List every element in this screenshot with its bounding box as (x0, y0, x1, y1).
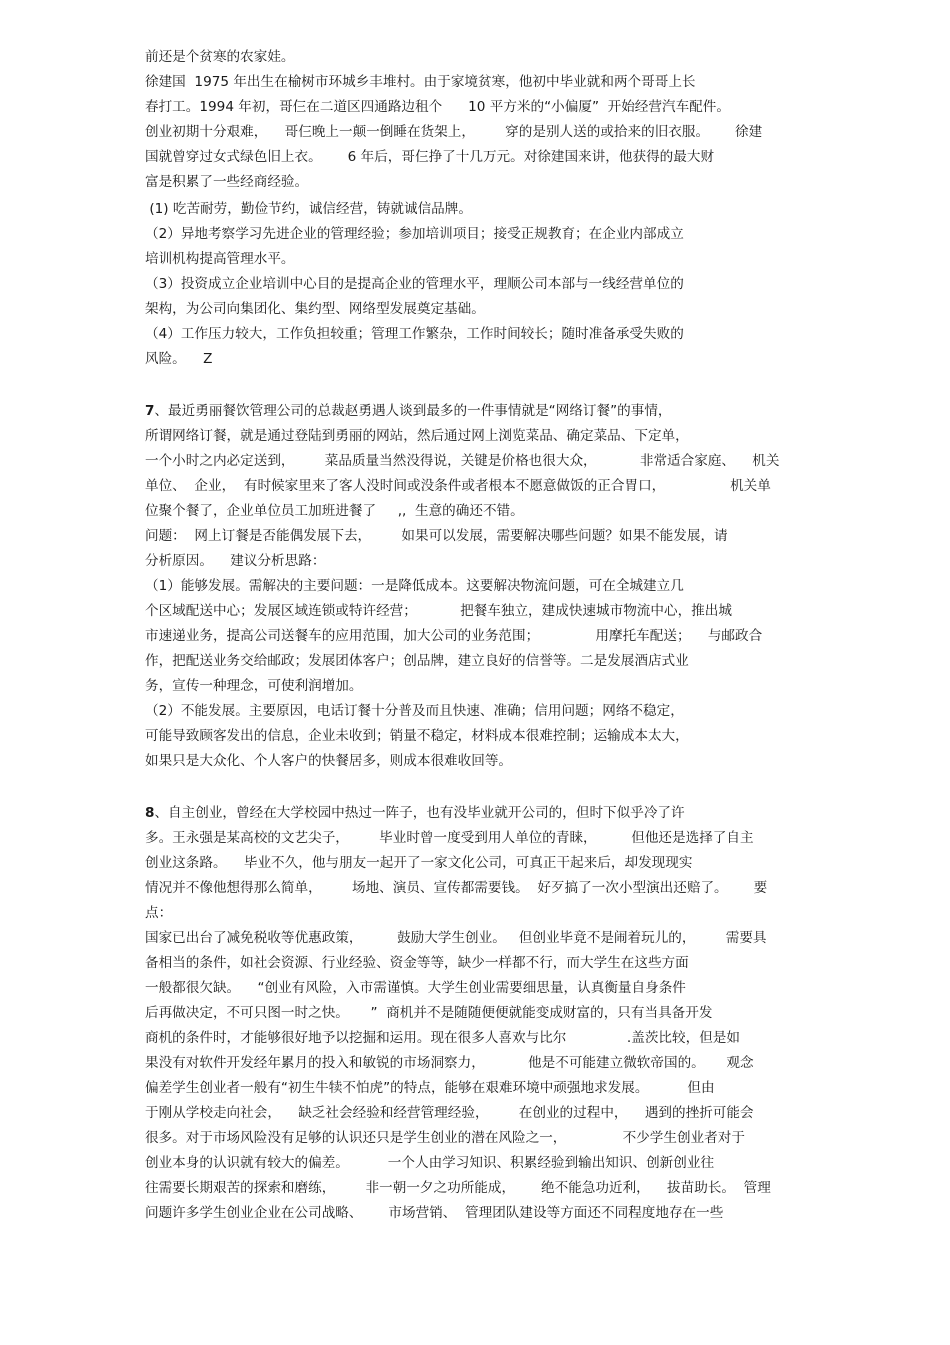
answer-line: 国家已出台了减免税收等优惠政策， 鼓励大学生创业。 但创业毕竟不是闹着玩儿的， 需要具 (145, 930, 767, 946)
paragraph-line: 徐建国 1975 年出生在榆树市环城乡丰堆村。由于家境贫寒，他初中毕业就和两个哥哥上长 (145, 74, 696, 90)
paragraph-line: 前还是个贫寒的农家娃。 (145, 49, 295, 65)
answer-line: （3）投资成立企业培训中心目的是提高企业的管理水平，理顺公司本部与一线经营单位的 (145, 276, 684, 292)
paragraph-line: 春打工。1994 年初，哥仨在二道区四通路边租个 10 平方米的“小偏厦” 开始经营汽车配件。 (145, 99, 730, 115)
question-heading: 7、最近勇丽餐饮管理公司的总裁赵勇遇人谈到最多的一件事情就是“网络订餐”的事情， (145, 403, 672, 419)
answer-line: （1）能够发展。需解决的主要问题：一是降低成本。这要解决物流问题，可在全城建立几 (145, 578, 684, 594)
paragraph-line: 富是积累了一些经商经验。 (145, 174, 309, 190)
answer-line: 市速递业务，提高公司送餐车的应用范围，加大公司的业务范围； 用摩托车配送； 与邮政合 (145, 628, 763, 644)
paragraph-line: 国就曾穿过女式绿色旧上衣。 6 年后，哥仨挣了十几万元。对徐建国来讲，他获得的最大财 (145, 149, 715, 165)
answer-line: 问题许多学生创业企业在公司战略、 市场营销、 管理团队建设等方面还不同程度地存在一些 (145, 1205, 724, 1221)
question-number: 8 (145, 805, 155, 821)
paragraph-line: 单位、 企业， 有时候家里来了客人没时间或没条件或者根本不愿意做饭的正合胃口， 机关单 (145, 478, 771, 494)
answer-line: （4）工作压力较大，工作负担较重；管理工作繁杂，工作时间较长；随时准备承受失败的 (145, 326, 684, 342)
answer-line: 很多。对于市场风险没有足够的认识还只是学生创业的潜在风险之一， 不少学生创业者对于 (145, 1130, 745, 1146)
answer-line: 一般都很欠缺。 “创业有风险，入市需谨慎。大学生创业需要细思量，认真衡量自身条件 (145, 980, 686, 996)
answer-line: 务，宣传一种理念，可使利润增加。 (145, 678, 363, 694)
paragraph-line: 情况并不像他想得那么简单， 场地、演员、宣传都需要钱。 好歹搞了一次小型演出还赔了。 要 (145, 880, 768, 896)
answer-line: 个区域配送中心；发展区域连锁或特许经营； 把餐车独立，建成快速城市物流中心，推出城 (145, 603, 732, 619)
question-heading: 8、自主创业，曾经在大学校园中热过一阵子，也有没毕业就开公司的，但时下似乎冷了许 (145, 805, 685, 821)
paragraph-line: 分析原因。 建议分析思路： (145, 553, 326, 569)
answer-line: 创业本身的认识就有较大的偏差。 一个人由学习知识、积累经验到输出知识、创新创业往 (145, 1155, 715, 1171)
answer-line: （2）异地考察学习先进企业的管理经验；参加培训项目；接受正规教育；在企业内部成立 (145, 226, 684, 242)
question-number: 7 (145, 403, 155, 419)
paragraph-line: 位聚个餐了，企业单位员工加班进餐了 ,, 生意的确还不错。 (145, 503, 524, 519)
answer-line: 果没有对软件开发经年累月的投入和敏锐的市场洞察力， 他是不可能建立微软帝国的。 观念 (145, 1055, 754, 1071)
answer-line: 商机的条件时，才能够很好地予以挖掘和运用。现在很多人喜欢与比尔 .盖茨比较，但是如 (145, 1030, 740, 1046)
answer-line: 于刚从学校走向社会， 缺乏社会经验和经营管理经验， 在创业的过程中， 遇到的挫折可能会 (145, 1105, 754, 1121)
paragraph-line: 点： (145, 905, 173, 921)
paragraph-line: 一个小时之内必定送到， 菜品质量当然没得说，关键是价格也很大众， 非常适合家庭、 机关 (145, 453, 780, 469)
answer-line: 偏差学生创业者一般有“初生牛犊不怕虎”的特点，能够在艰难环境中顽强地求发展。 但由 (145, 1080, 715, 1096)
paragraph-line: 创业这条路。 毕业不久，他与朋友一起开了一家文化公司，可真正干起来后，却发现现实 (145, 855, 693, 871)
paragraph-line: 问题： 网上订餐是否能偶发展下去， 如果可以发展，需要解决哪些问题？如果不能发展，请 (145, 528, 728, 544)
answer-line: 往需要长期艰苦的探索和磨练， 非一朝一夕之功所能成， 绝不能急功近利， 拔苗助长。 管理 (145, 1180, 771, 1196)
answer-line: 风险。 Z (145, 351, 213, 367)
answer-line: 如果只是大众化、个人客户的快餐居多，则成本很难收回等。 (145, 753, 513, 769)
answer-line: 作，把配送业务交给邮政；发展团体客户；创品牌，建立良好的信誉等。二是发展酒店式业 (145, 653, 689, 669)
answer-line: 后再做决定，不可只图一时之快。 ” 商机并不是随随便便就能变成财富的，只有当具备开发 (145, 1005, 713, 1021)
answer-line: 培训机构提高管理水平。 (145, 251, 295, 267)
answer-line: 架构，为公司向集团化、集约型、网络型发展奠定基础。 (145, 301, 485, 317)
answer-line: （2）不能发展。主要原因，电话订餐十分普及而且快速、准确；信用问题；网络不稳定， (145, 703, 684, 719)
answer-line: (1) 吃苦耐劳，勤俭节约，诚信经营，铸就诚信品牌。 (145, 201, 472, 217)
answer-line: 备相当的条件，如社会资源、行业经验、资金等等，缺少一样都不行，而大学生在这些方面 (145, 955, 689, 971)
paragraph-line: 所谓网络订餐，就是通过登陆到勇丽的网站，然后通过网上浏览菜品、确定菜品、下定单， (145, 428, 689, 444)
paragraph-line: 多。王永强是某高校的文艺尖子， 毕业时曾一度受到用人单位的青睐， 但他还是选择了自主 (145, 830, 754, 846)
answer-line: 可能导致顾客发出的信息，企业未收到；销量不稳定，材料成本很难控制；运输成本太大， (145, 728, 689, 744)
paragraph-line: 创业初期十分艰难， 哥仨晚上一颠一倒睡在货架上， 穿的是别人送的或拾来的旧衣服。 徐建 (145, 124, 763, 140)
